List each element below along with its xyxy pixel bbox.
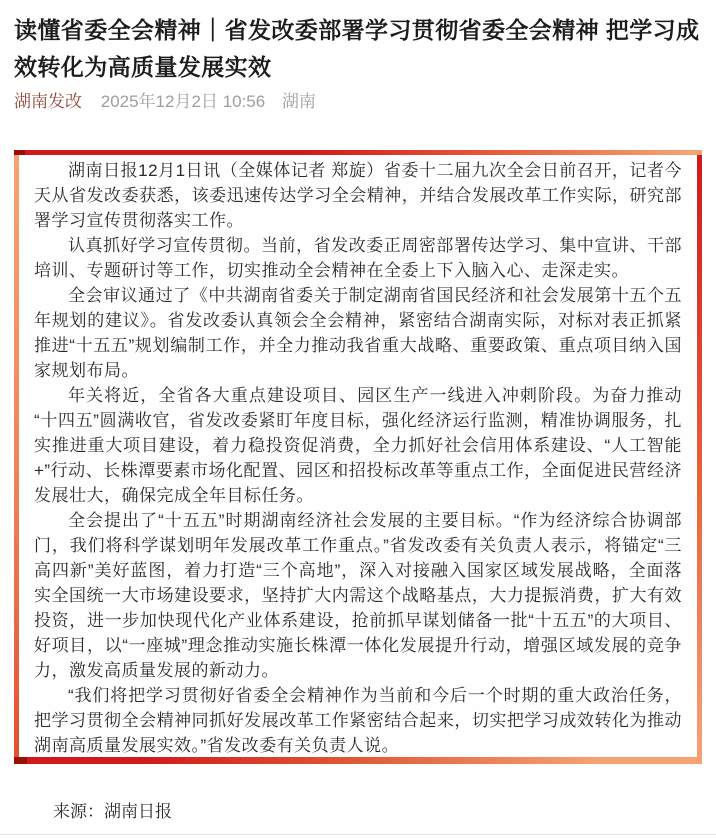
article-body	[14, 150, 702, 764]
source-attribution: 来源：湖南日报	[53, 802, 172, 821]
box-border-left	[14, 155, 19, 757]
account-name-link[interactable]: 湖南发改	[14, 92, 82, 111]
article-paragraph: “我们将把学习贯彻好省委全会精神作为当前和今后一个时期的重大政治任务，把学习贯彻全会精神同抓好发展改革工作紧密结合起来，切实把学习成效转化为推动湖南高质量发展实效。”省发改委有关负责人说。	[34, 686, 682, 755]
bottom-divider	[0, 834, 716, 835]
article-paragraph: 湖南日报12月1日讯（全媒体记者 郑旋）省委十二届九次全会日前召开，记者今天从省发改委获悉，该委迅速传达学习全会精神，并结合发展改革工作实际，研究部署学习宣传贯彻落实工作。	[34, 161, 682, 230]
article-paragraph: 年关将近，全省各大重点建设项目、园区生产一线进入冲刺阶段。为奋力推动“十四五”圆满收官，省发改委紧盯年度目标，强化经济运行监测，精准协调服务，扎实推进重大项目建设，着力稳投资促消费，全力抓好社会信用体系建设、“人工智能+”行动、长株潭要素市场化配置、园区和招投标改革等重点工作，全面促进民营经济发展壮大，确保完成全年目标任务。	[34, 386, 682, 505]
box-border-bottom	[14, 757, 702, 764]
article-title: 读懂省委全会精神｜省发改委部署学习贯彻省委全会精神 把学习成效转化为高质量发展实效	[14, 17, 700, 80]
article-content-box	[14, 150, 702, 764]
box-border-right	[697, 155, 702, 757]
publish-time: 2025年12月2日 10:56	[100, 92, 266, 111]
byline	[14, 90, 702, 114]
publish-location: 湖南	[281, 92, 316, 111]
article-paragraph: 认真抓好学习宣传贯彻。当前，省发改委正周密部署传达学习、集中宣讲、干部培训、专题研讨等工作，切实推动全会精神在全委上下入脑入心、走深走实。	[34, 236, 682, 280]
article-paragraph: 全会审议通过了《中共湖南省委关于制定湖南省国民经济和社会发展第十五个五年规划的建议》。省发改委认真领会全会精神，紧密结合湖南实际，对标对表正抓紧推进“十五五”规划编制工作，并全力推动我省重大战略、重要政策、重点项目纳入国家规划布局。	[34, 286, 682, 380]
box-border-top	[14, 150, 702, 155]
article-paragraph: 全会提出了“十五五”时期湖南经济社会发展的主要目标。“作为经济综合协调部门，我们将科学谋划明年发展改革工作重点。”省发改委有关负责人表示，将锚定“三高四新”美好蓝图，着力打造“三个高地”，深入对接融入国家区域发展战略，全面落实全国统一大市场建设要求，坚持扩大内需这个战略基点，大力提振消费，扩大有效投资，进一步加快现代化产业体系建设，抢前抓早谋划储备一批“十五五”的大项目、好项目，以“一座城”理念推动实施长株潭一体化发展提升行动，增强区域发展的竞争力，激发高质量发展的新动力。	[34, 511, 682, 680]
